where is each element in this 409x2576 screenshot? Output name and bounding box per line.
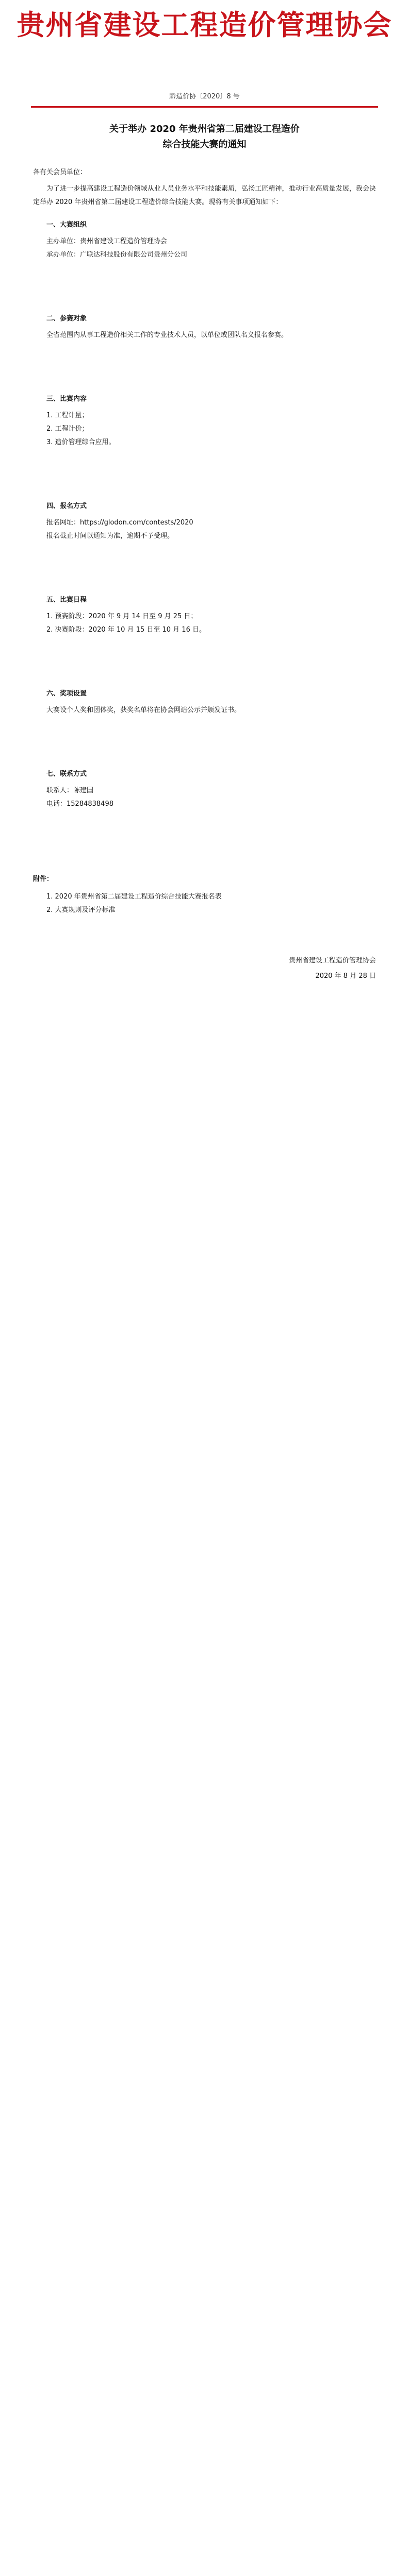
header-divider <box>31 106 378 108</box>
section-heading: 三、比赛内容 <box>46 395 87 403</box>
notice-title-line1: 关于举办 2020 年贵州省第二届建设工程造价 <box>109 124 300 134</box>
section-heading: 四、报名方式 <box>46 502 87 510</box>
notice-body <box>33 118 376 984</box>
attachments-list <box>33 890 376 917</box>
salutation: 各有关会员单位： <box>33 168 87 176</box>
section-spacer <box>33 717 376 758</box>
section-paragraph: 2. 决赛阶段：2020 年 10 月 15 日至 10 月 16 日。 <box>46 626 206 634</box>
section-spacer <box>33 449 376 490</box>
attachments-title: 附件： <box>33 875 54 883</box>
section-paragraph: 2. 工程计价； <box>46 425 89 433</box>
section-paragraph: 1. 预赛阶段：2020 年 9 月 14 日至 9 月 25 日； <box>46 613 198 620</box>
section-paragraph: 主办单位：贵州省建设工程造价管理协会 <box>46 238 168 245</box>
attachment-item: 1. 2020 年贵州省第二届建设工程造价综合技能大赛报名表 <box>46 893 222 901</box>
section-paragraph: 报名截止时间以通知为准，逾期不予受理。 <box>46 532 174 540</box>
sections-container <box>33 218 376 852</box>
section-paragraph: 3. 造价管理综合应用。 <box>46 438 116 446</box>
section-spacer <box>33 543 376 584</box>
section-heading: 五、比赛日程 <box>46 596 87 604</box>
section-paragraph: 承办单位：广联达科技股份有限公司贵州分公司 <box>46 251 188 259</box>
section-spacer <box>33 342 376 383</box>
section-heading: 六、奖项设置 <box>46 690 87 698</box>
intro-paragraph: 为了进一步提高建设工程造价领域从业人员业务水平和技能素质，弘扬工匠精神，推动行业高质量发展，我会决定举办 2020 年贵州省第二届建设工程造价综合技能大赛。现将有关事项通知如下： <box>33 185 376 206</box>
attachment-item: 2. 大赛规则及评分标准 <box>46 906 116 914</box>
section-paragraph: 报名网址：https://glodon.com/contests/2020 <box>46 519 193 527</box>
signature-date: 2020 年 8 月 28 日 <box>315 972 376 980</box>
signature-org: 贵州省建设工程造价管理协会 <box>288 957 376 964</box>
section-paragraph: 大赛设个人奖和团体奖，获奖名单将在协会网站公示并颁发证书。 <box>46 706 241 714</box>
org-title: 贵州省建设工程造价管理协会 <box>17 8 392 41</box>
section-heading: 二、参赛对象 <box>46 315 87 323</box>
section-paragraph: 全省范围内从事工程造价相关工作的专业技术人员，以单位或团队名义报名参赛。 <box>46 331 288 339</box>
section-spacer <box>33 262 376 303</box>
notice-title-line2: 综合技能大赛的通知 <box>162 139 247 150</box>
section-heading: 七、联系方式 <box>46 770 87 778</box>
section-paragraph: 1. 工程计量； <box>46 412 89 419</box>
signature-block <box>33 953 376 984</box>
section-paragraph: 联系人：陈建国 <box>46 787 94 794</box>
doc-number: 黔造价协〔2020〕8 号 <box>169 93 240 100</box>
section-spacer <box>33 811 376 852</box>
notice-title <box>33 122 376 152</box>
section-heading: 一、大赛组织 <box>46 221 87 229</box>
section-paragraph: 电话：15284838498 <box>46 800 113 808</box>
section-spacer <box>33 637 376 678</box>
